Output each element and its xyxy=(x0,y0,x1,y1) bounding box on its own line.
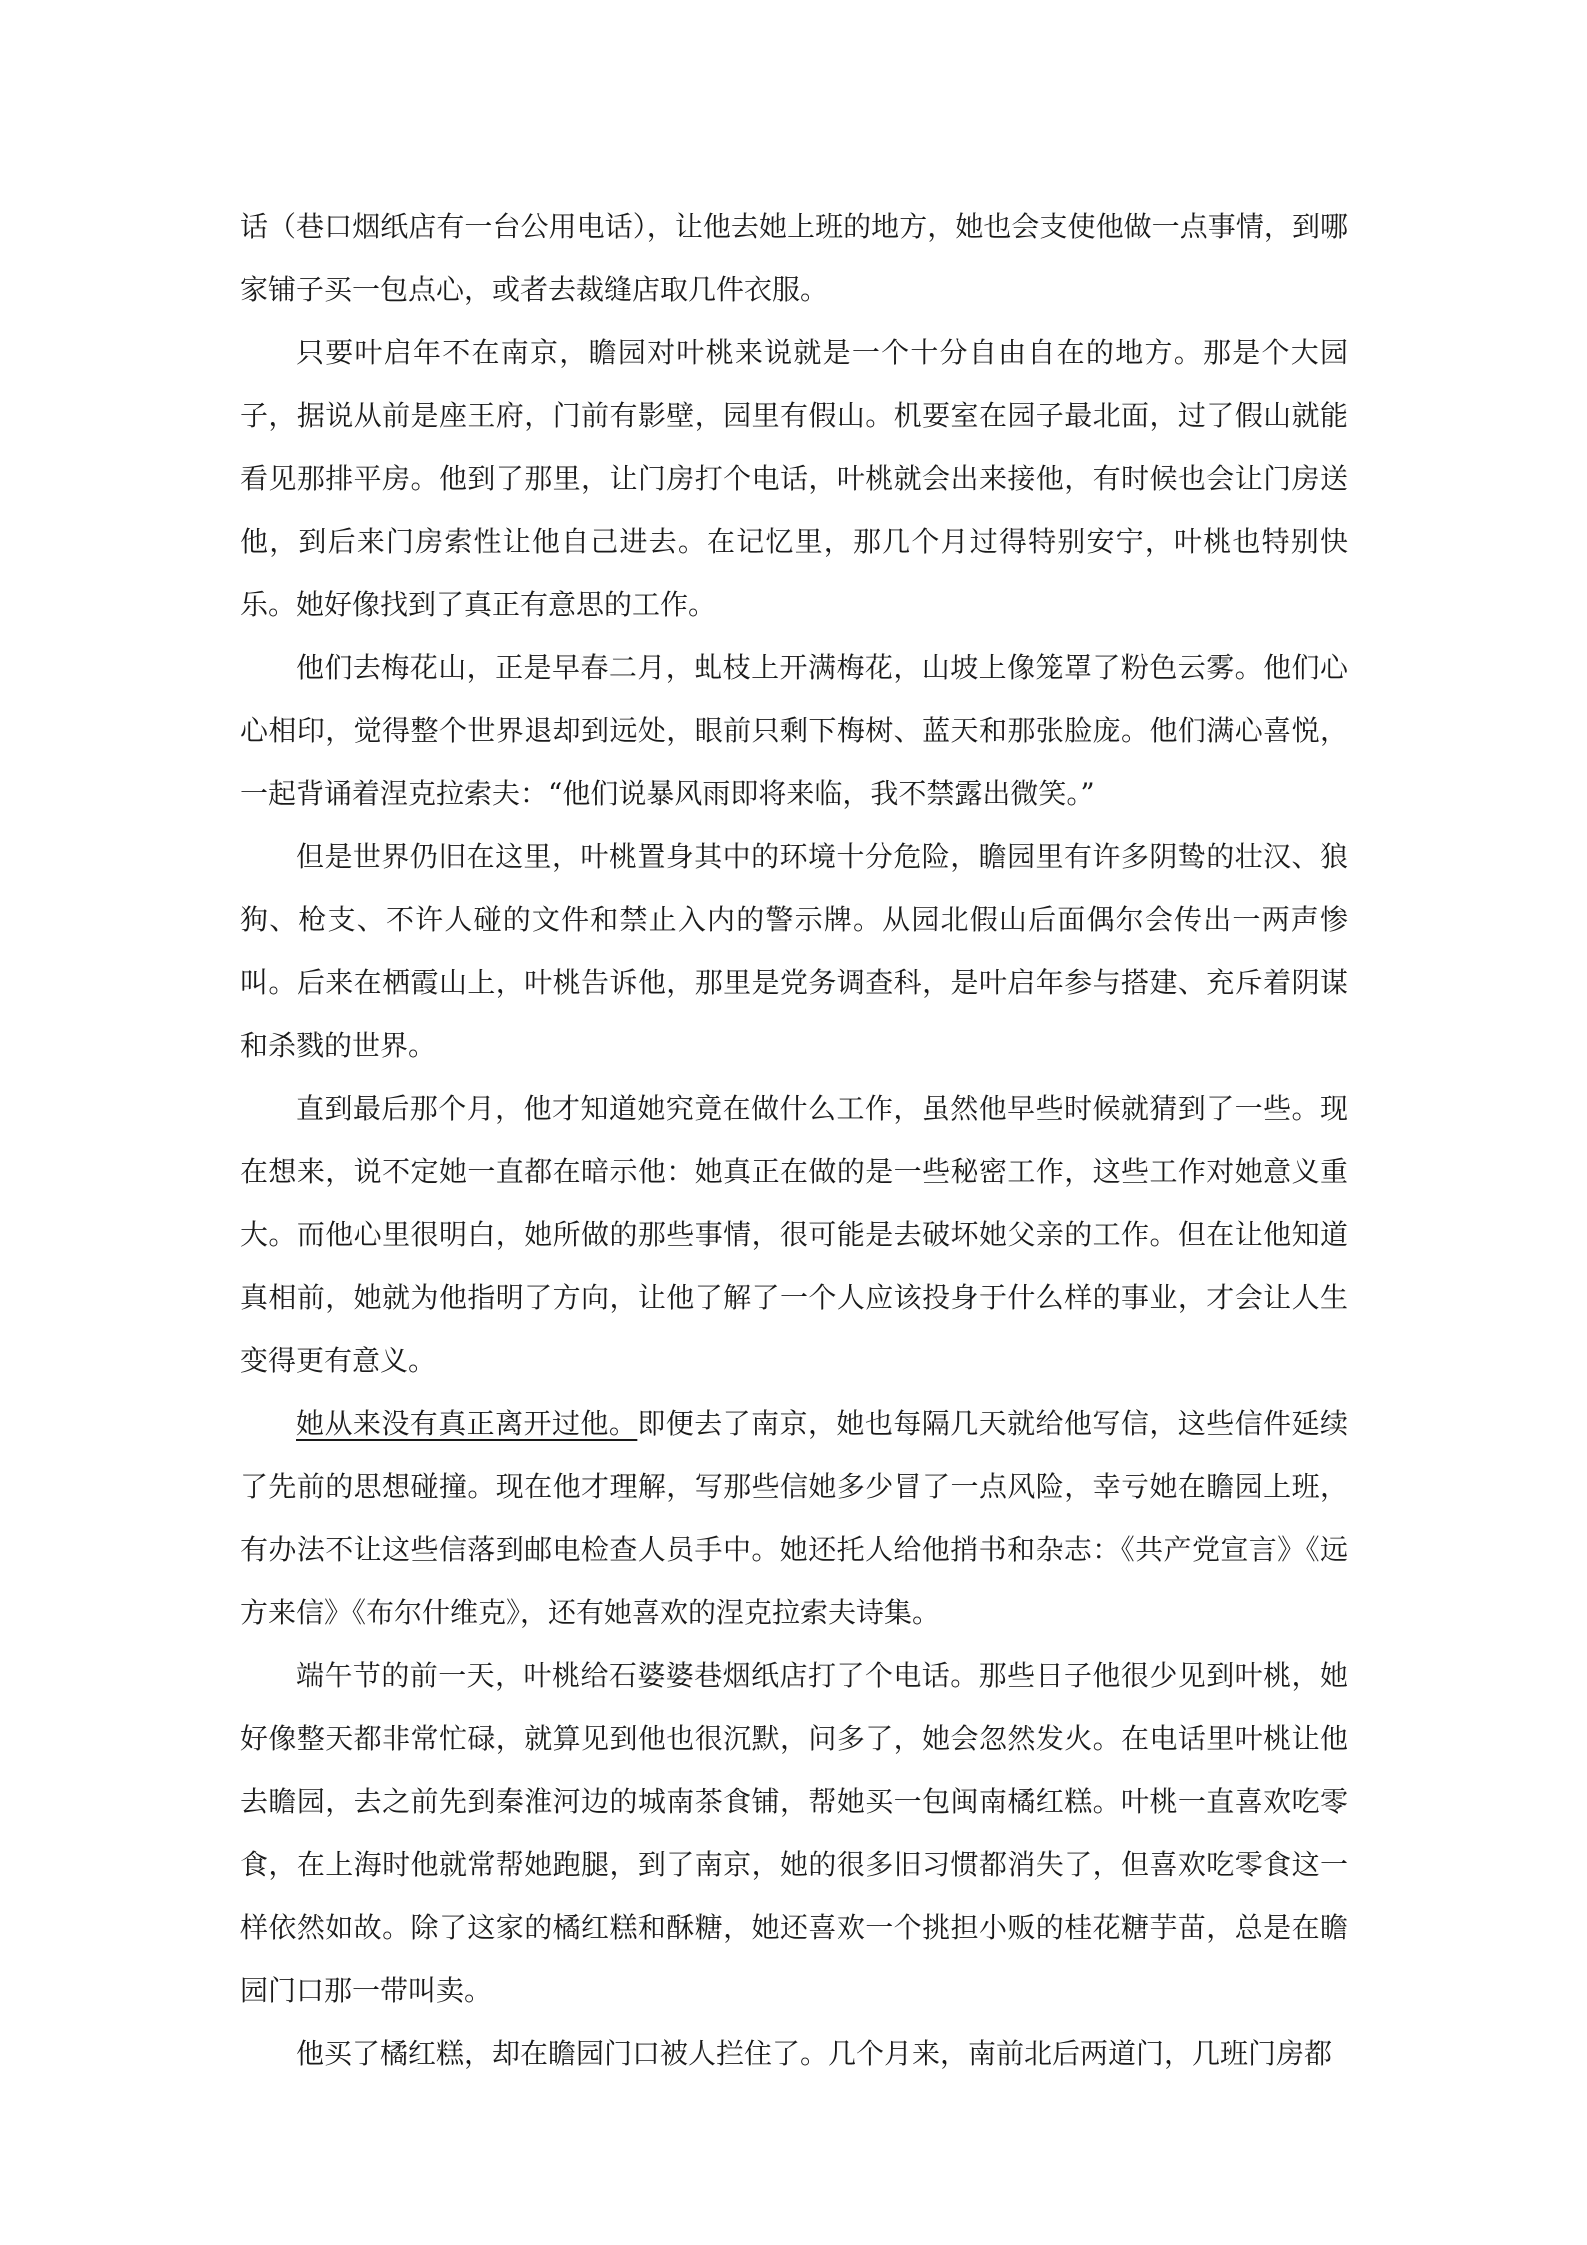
paragraph-2: 只要叶启年不在南京，瞻园对叶桃来说就是一个十分自由自在的地方。那是个大园子，据说从前是座王府，门前有影壁，园里有假山。机要室在园子最北面，过了假山就能看见那排平房。他到了那里，让门房打个电话，叶桃就会出来接他，有时候也会让门房送他，到后来门房索性让他自己进去。在记忆里，那几个月过得特别安宁，叶桃也特别快乐。她好像找到了真正有意思的工作。 xyxy=(240,336,1348,621)
paragraph-5: 直到最后那个月，他才知道她究竟在做什么工作，虽然他早些时候就猜到了一些。现在想来，说不定她一直都在暗示他：她真正在做的是一些秘密工作，这些工作对她意义重大。而他心里很明白，她所做的那些事情，很可能是去破坏她父亲的工作。但在让他知道真相前，她就为他指明了方向，让他了解了一个人应该投身于什么样的事业，才会让人生变得更有意义。 xyxy=(240,1092,1348,1377)
paragraph-8: 他买了橘红糕，却在瞻园门口被人拦住了。几个月来，南前北后两道门，几班门房都 xyxy=(296,2037,1333,2070)
paragraph-4: 但是世界仍旧在这里，叶桃置身其中的环境十分危险，瞻园里有许多阴鸷的壮汉、狼狗、枪支、不许人碰的文件和禁止入内的警示牌。从园北假山后面偶尔会传出一两声惨叫。后来在栖霞山上，叶桃告诉他，那里是党务调查科，是叶启年参与搭建、充斥着阴谋和杀戮的世界。 xyxy=(240,840,1348,1062)
paragraph-6-text: 即便去了南京，她也每隔几天就给他写信，这些信件延续了先前的思想碰撞。现在他才理解，写那些信她多少冒了一点风险，幸亏她在瞻园上班，有办法不让这些信落到邮电检查人员手中。她还托人给他捎书和杂志：《共产党宣言》《远方来信》《布尔什维克》，还有她喜欢的涅克拉索夫诗集。 xyxy=(240,1407,1348,1629)
paragraph-1: 话（巷口烟纸店有一台公用电话），让他去她上班的地方，她也会支使他做一点事情，到哪家铺子买一包点心，或者去裁缝店取几件衣服。 xyxy=(240,210,1348,306)
body-text xyxy=(240,195,1348,2085)
paragraph-7: 端午节的前一天，叶桃给石婆婆巷烟纸店打了个电话。那些日子他很少见到叶桃，她好像整天都非常忙碌，就算见到他也很沉默，问多了，她会忽然发火。在电话里叶桃让他去瞻园，去之前先到秦淮河边的城南茶食铺，帮她买一包闽南橘红糕。叶桃一直喜欢吃零食，在上海时他就常帮她跑腿，到了南京，她的很多旧习惯都消失了，但喜欢吃零食这一样依然如故。除了这家的橘红糕和酥糖，她还喜欢一个挑担小贩的桂花糖芋苗，总是在瞻园门口那一带叫卖。 xyxy=(240,1659,1348,2007)
underlined-sentence: 她从来没有真正离开过他。 xyxy=(296,1407,638,1440)
paragraph-3: 他们去梅花山，正是早春二月，虬枝上开满梅花，山坡上像笼罩了粉色云雾。他们心心相印，觉得整个世界退却到远处，眼前只剩下梅树、蓝天和那张脸庞。他们满心喜悦，一起背诵着涅克拉索夫：“他们说暴风雨即将来临，我不禁露出微笑。” xyxy=(240,651,1348,810)
paragraph-6 xyxy=(240,1392,1348,1644)
